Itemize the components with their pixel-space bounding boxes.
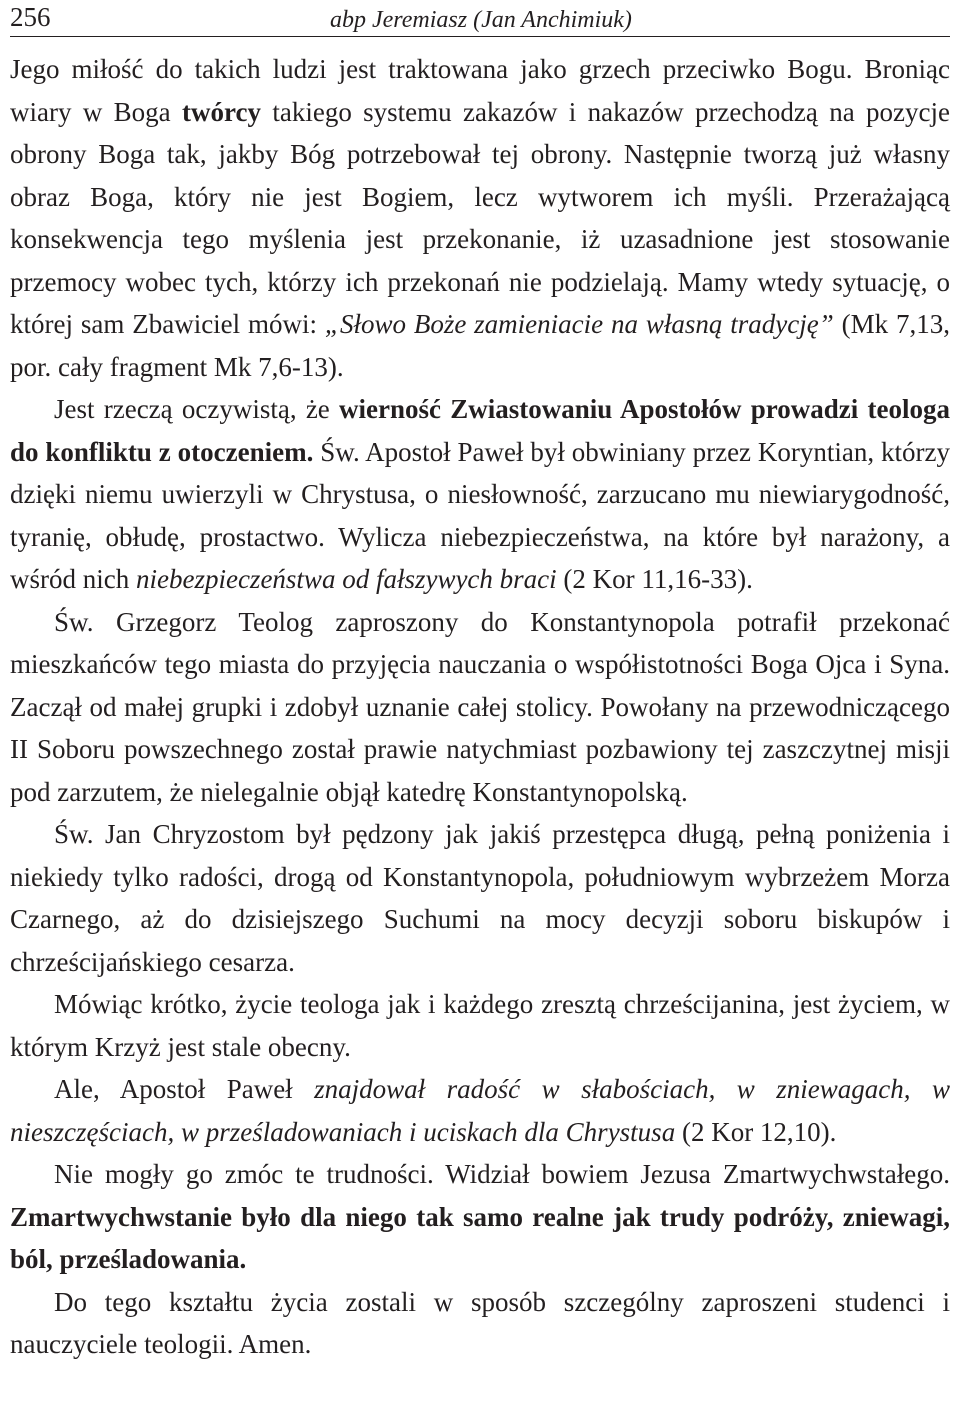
paragraph-7-text-a: Nie mogły go zmóc te trudności. Widział bowiem Jezusa Zmartwychwstałego.: [54, 1159, 950, 1189]
paragraph-6-text-a: Ale, Apostoł Paweł: [54, 1074, 315, 1104]
paragraph-2-citation: (2 Kor 11,16-33).: [556, 564, 753, 594]
paragraph-1-text-a: Jego miłość do takich ludzi jest traktowana jako grzech przeciwko Bogu. Broniąc wiary w Boga: [10, 54, 950, 127]
paragraph-8: Do tego kształtu życia zostali w sposób szczególny zaproszeni studenci i nauczyciele teologii. Amen.: [10, 1286, 950, 1359]
paragraph-6-italic: znajdował radość w słabościach, w zniewagach, w nieszczęściach, w prześladowaniach i uciskach dla Chrystusa: [10, 1074, 950, 1147]
page-header: [10, 0, 950, 37]
body-text: [10, 48, 950, 1366]
paragraph-7-bold: Zmartwychwstanie było dla niego tak samo realne jak trudy podróży, zniewagi, ból, prześladowania.: [10, 1201, 950, 1274]
paragraph-1-quote: „Słowo Boże zamieniacie na własną tradycję”: [324, 309, 834, 339]
paragraph-2-italic: niebezpieczeństwa od fałszywych braci: [135, 564, 557, 594]
paragraph-2: [10, 388, 950, 601]
paragraph-4: Św. Jan Chryzostom był pędzony jak jakiś przestępca długą, pełną poniżenia i niekiedy tylko radości, drogą od Konstantynopola, południowym wybrzeżem Morza Czarnego, aż do dzisiejszego Suchumi na mocy decyzji soboru biskupów i chrześcijańskiego cesarza.: [10, 819, 950, 977]
paragraph-1-text-b: takiego systemu zakazów i nakazów przechodzą na pozycje obrony Boga tak, jakby Bóg potrzebował tej obrony. Następnie tworzą już własny obraz Boga, który nie jest Bogiem, lecz wytworem ich myśli. Przerażającą konsekwencja tego myślenia jest przekonanie, iż uzasadnione jest stosowanie przemocy wobec tych, którzy ich przekonań nie podzielają. Mamy wtedy sytuację, o której sam Zbawiciel mówi:: [10, 96, 950, 339]
paragraph-2-text-a: Jest rzeczą oczywistą, że: [54, 394, 340, 424]
paragraph-1-bold: twórcy: [182, 96, 261, 127]
paragraph-6-citation: (2 Kor 12,10).: [675, 1116, 837, 1147]
paragraph-7: [10, 1153, 950, 1281]
paragraph-2-bold: wierność Zwiastowaniu Apostołów prowadzi teologa do konfliktu z otoczeniem.: [10, 394, 950, 467]
paragraph-2-text-b: Św. Apostoł Paweł był obwiniany przez Koryntian, którzy dzięki niemu uwierzyli w Chrystusa, o niesłowność, zarzucano mu niewiarygodność, tyranię, obłudę, prostactwo. Wylicza niebezpieczeństwa, na które był narażony, a wśród nich: [10, 436, 950, 594]
running-head: abp Jeremiasz (Jan Anchimiuk): [330, 7, 632, 33]
paragraph-1: [10, 48, 950, 388]
paragraph-1-citation: (Mk 7,13, por. cały fragment Mk 7,6-13).: [10, 309, 951, 382]
page-number: 256: [10, 2, 51, 32]
paragraph-6: [10, 1068, 950, 1153]
paragraph-5: Mówiąc krótko, życie teologa jak i każdego zresztą chrześcijanina, jest życiem, w którym Krzyż jest stale obecny.: [10, 989, 950, 1062]
paragraph-3: Św. Grzegorz Teolog zaproszony do Konstantynopola potrafił przekonać mieszkańców tego miasta do przyjęcia nauczania o współistotności Boga Ojca i Syna. Zaczął od małej grupki i zdobył uznanie całej stolicy. Powołany na przewodniczącego II Soboru powszechnego został prawie natychmiast pozbawiony tej zaszczytnej misji pod zarzutem, że nielegalnie objął katedrę Konstantynopolską.: [10, 606, 950, 807]
